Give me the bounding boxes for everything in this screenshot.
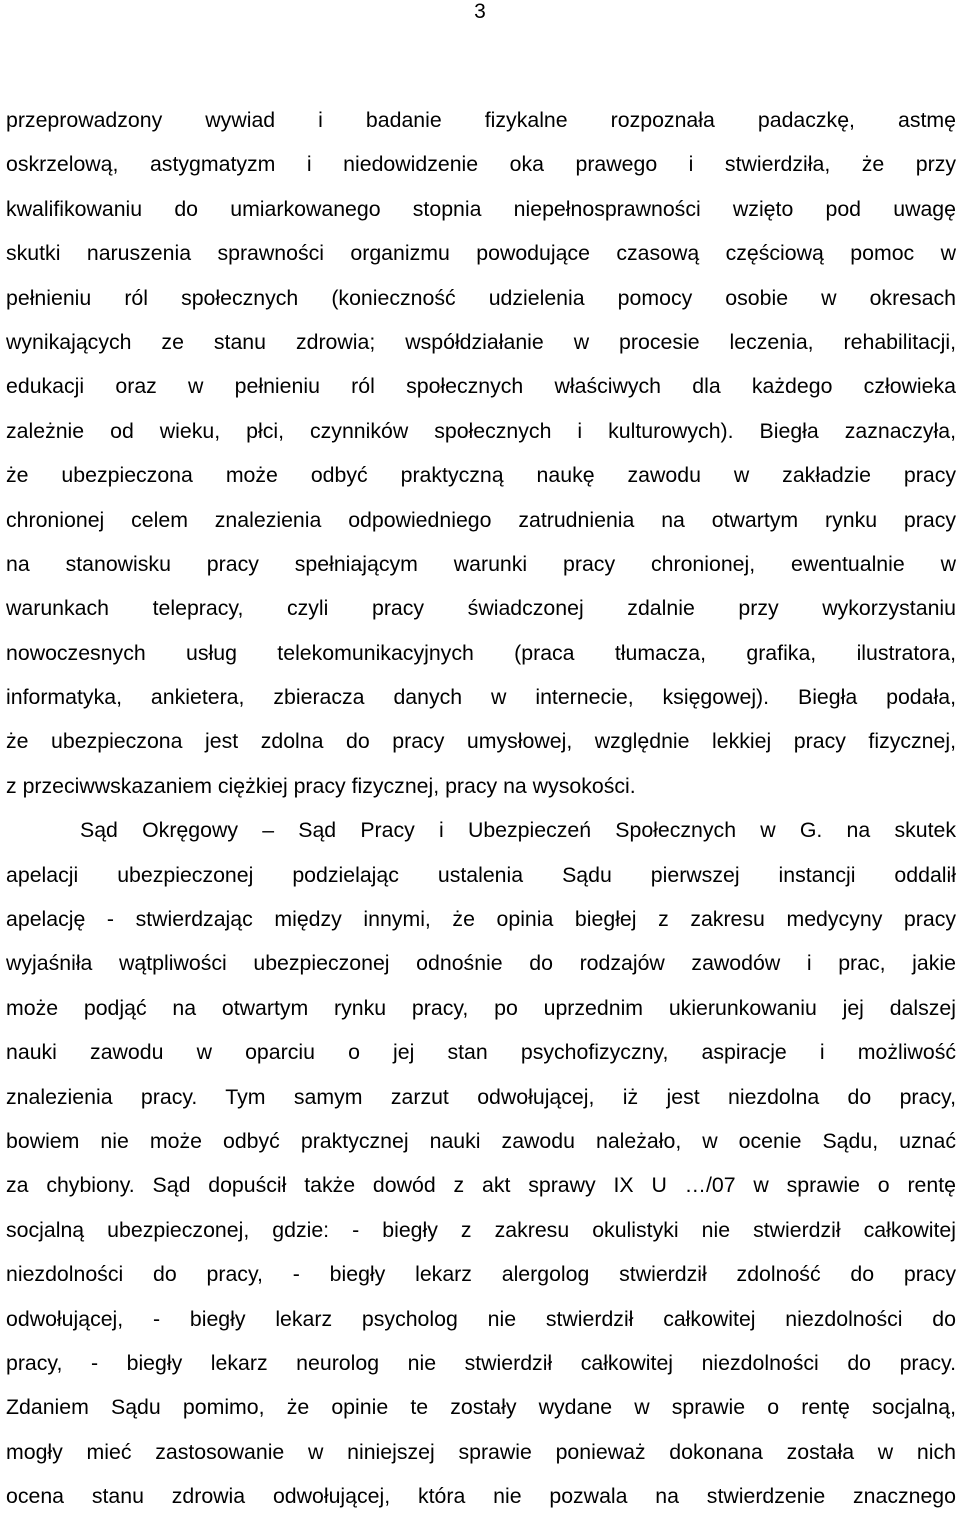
text-line: kwalifikowaniu do umiarkowanego stopnia niepełnosprawności wzięto pod uwagę bbox=[6, 196, 956, 221]
text-line: przeprowadzony wywiad i badanie fizykalne rozpoznała padaczkę, astmę bbox=[6, 108, 956, 132]
text-line: bowiem nie może odbyć praktycznej nauki zawodu należało, w ocenie Sądu, uznać bbox=[6, 1128, 956, 1153]
text-line: apelację - stwierdzając między innymi, że opinia biegłej z zakresu medycyny pracy bbox=[6, 907, 956, 932]
text-line: nauki zawodu w oparciu o jej stan psychofizyczny, aspiracje i możliwość bbox=[6, 1040, 956, 1065]
text-line: znalezienia pracy. Tym samym zarzut odwołującej, iż jest niezdolna do pracy, bbox=[6, 1084, 956, 1109]
text-line: socjalną ubezpieczonej, gdzie: - biegły z zakresu okulistyki nie stwierdził całkowitej bbox=[6, 1217, 956, 1242]
text-line: oskrzelową, astygmatyzm i niedowidzenie oka prawego i stwierdziła, że przy bbox=[6, 152, 956, 177]
text-line: że ubezpieczona może odbyć praktyczną naukę zawodu w zakładzie pracy bbox=[6, 463, 956, 488]
text-line: skutki naruszenia sprawności organizmu powodujące czasową częściową pomoc w bbox=[6, 241, 956, 266]
text-line: niezdolności do pracy, - biegły lekarz alergolog stwierdził zdolność do pracy bbox=[6, 1262, 956, 1287]
text-line: na stanowisku pracy spełniającym warunki pracy chronionej, ewentualnie w bbox=[6, 551, 956, 576]
document-body bbox=[6, 98, 956, 1519]
text-line: mogły mieć zastosowanie w niniejszej sprawie ponieważ dokonana została w nich bbox=[6, 1439, 956, 1464]
text-line: warunkach telepracy, czyli pracy świadczonej zdalnie przy wykorzystaniu bbox=[6, 596, 956, 621]
text-line: może podjąć na otwartym rynku pracy, po uprzednim ukierunkowaniu jej dalszej bbox=[6, 995, 956, 1020]
text-line: chronionej celem znalezienia odpowiedniego zatrudnienia na otwartym rynku pracy bbox=[6, 507, 956, 532]
paragraph-last-line: z przeciwwskazaniem ciężkiej pracy fizycznej, pracy na wysokości. bbox=[6, 773, 636, 798]
text-line: informatyka, ankietera, zbieracza danych w internecie, księgowej). Biegła podała, bbox=[6, 685, 956, 710]
text-line: odwołującej, - biegły lekarz psycholog nie stwierdził całkowitej niezdolności do bbox=[6, 1306, 956, 1331]
text-line: wynikających ze stanu zdrowia; współdziałanie w procesie leczenia, rehabilitacji, bbox=[6, 329, 956, 354]
text-line: że ubezpieczona jest zdolna do pracy umysłowej, względnie lekkiej pracy fizycznej, bbox=[6, 729, 956, 754]
text-line: zależnie od wieku, płci, czynników społecznych i kulturowych). Biegła zaznaczyła, bbox=[6, 418, 956, 443]
text-line: edukacji oraz w pełnieniu ról społecznych właściwych dla każdego człowieka bbox=[6, 374, 956, 399]
page-number: 3 bbox=[474, 0, 486, 23]
text-line: pracy, - biegły lekarz neurolog nie stwierdził całkowitej niezdolności do pracy. bbox=[6, 1350, 956, 1375]
text-line: apelacji ubezpieczonej podzielając ustalenia Sądu pierwszej instancji oddalił bbox=[6, 862, 956, 887]
paragraph-first-line: Sąd Okręgowy – Sąd Pracy i Ubezpieczeń Społecznych w G. na skutek bbox=[80, 818, 956, 843]
text-line: wyjaśniła wątpliwości ubezpieczonej odnośnie do rodzajów zawodów i prac, jakie bbox=[6, 951, 956, 976]
text-line: za chybiony. Sąd dopuścił także dowód z akt sprawy IX U …/07 w sprawie o rentę bbox=[6, 1173, 956, 1198]
text-line: pełnieniu ról społecznych (konieczność udzielenia pomocy osobie w okresach bbox=[6, 285, 956, 310]
text-line: Zdaniem Sądu pomimo, że opinie te zostały wydane w sprawie o rentę socjalną, bbox=[6, 1395, 956, 1420]
text-line: ocena stanu zdrowia odwołującej, która nie pozwala na stwierdzenie znacznego bbox=[6, 1484, 956, 1509]
text-line: nowoczesnych usług telekomunikacyjnych (praca tłumacza, grafika, ilustratora, bbox=[6, 640, 956, 665]
